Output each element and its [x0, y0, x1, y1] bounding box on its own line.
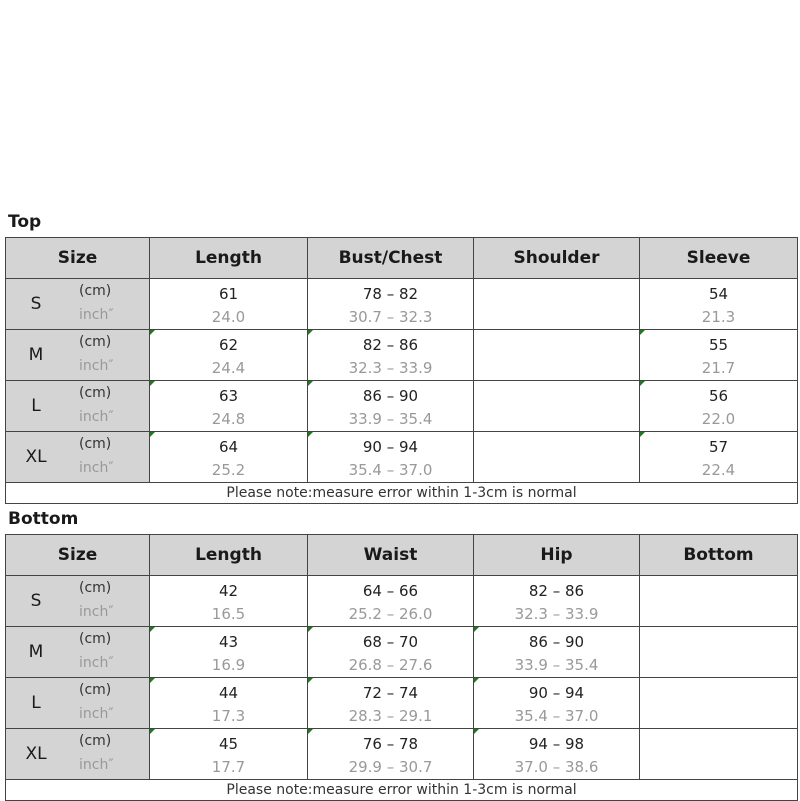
corner-mark-icon	[640, 330, 645, 335]
value-cell	[150, 381, 308, 432]
value-inch: 25.2 – 26.0	[348, 604, 433, 623]
value-cm: 45	[218, 734, 239, 753]
value-inch: 21.3	[701, 307, 736, 326]
value-cell	[474, 576, 640, 627]
value-cell	[474, 729, 640, 780]
unit-cm-label: (cm)	[79, 334, 112, 350]
corner-mark-icon	[474, 678, 479, 683]
value-inch: 29.9 – 30.7	[348, 757, 433, 776]
column-header: Bottom	[640, 535, 798, 576]
size-cell	[6, 279, 150, 330]
value-inch: 24.8	[211, 409, 246, 428]
value-cell	[308, 576, 474, 627]
value-cm: 44	[218, 683, 239, 702]
value-cell	[640, 330, 798, 381]
value-cell	[150, 678, 308, 729]
value-cell	[308, 729, 474, 780]
size-cell	[6, 627, 150, 678]
table-row	[6, 381, 798, 432]
value-cm: 57	[708, 437, 729, 456]
size-cell	[6, 678, 150, 729]
unit-cm-label: (cm)	[79, 385, 112, 401]
value-cm: 90 – 94	[362, 437, 419, 456]
corner-mark-icon	[640, 381, 645, 386]
unit-cm-label: (cm)	[79, 682, 112, 698]
table-row	[6, 576, 798, 627]
corner-mark-icon	[474, 729, 479, 734]
value-cell	[150, 729, 308, 780]
value-inch: 25.2	[211, 460, 246, 479]
column-header: Bust/Chest	[308, 238, 474, 279]
corner-mark-icon	[150, 381, 155, 386]
value-cm: 78 – 82	[362, 284, 419, 303]
value-cell	[150, 627, 308, 678]
value-cell	[308, 381, 474, 432]
size-cell	[6, 330, 150, 381]
value-cm: 94 – 98	[528, 734, 585, 753]
size-cell	[6, 729, 150, 780]
unit-cm-label: (cm)	[79, 580, 112, 596]
value-inch: 33.9 – 35.4	[348, 409, 433, 428]
value-cell	[150, 432, 308, 483]
unit-inch-label: inch″	[79, 409, 114, 425]
column-header: Size	[6, 535, 150, 576]
value-cell	[308, 279, 474, 330]
bottom-header-row	[6, 535, 798, 576]
table-row	[6, 678, 798, 729]
size-cell	[6, 381, 150, 432]
value-cell	[308, 678, 474, 729]
value-inch: 16.5	[211, 604, 246, 623]
value-inch: 33.9 – 35.4	[514, 655, 599, 674]
value-cell	[640, 729, 798, 780]
unit-inch-label: inch″	[79, 757, 114, 773]
value-cell	[474, 432, 640, 483]
value-cell	[474, 381, 640, 432]
unit-inch-label: inch″	[79, 706, 114, 722]
size-label: S	[30, 591, 42, 611]
corner-mark-icon	[308, 432, 313, 437]
size-label: XL	[25, 447, 47, 467]
value-cell	[150, 576, 308, 627]
value-inch: 32.3 – 33.9	[514, 604, 599, 623]
table-row	[6, 279, 798, 330]
value-cm: 64	[218, 437, 239, 456]
table-row	[6, 627, 798, 678]
value-inch: 26.8 – 27.6	[348, 655, 433, 674]
corner-mark-icon	[308, 678, 313, 683]
note-row	[6, 780, 798, 801]
value-cell	[150, 279, 308, 330]
corner-mark-icon	[150, 627, 155, 632]
value-cm: 42	[218, 581, 239, 600]
value-inch: 30.7 – 32.3	[348, 307, 433, 326]
value-cm: 54	[708, 284, 729, 303]
value-inch: 37.0 – 38.6	[514, 757, 599, 776]
column-header: Length	[150, 238, 308, 279]
corner-mark-icon	[308, 729, 313, 734]
size-label: XL	[25, 744, 47, 764]
size-cell	[6, 576, 150, 627]
size-label: L	[31, 396, 41, 416]
unit-inch-label: inch″	[79, 604, 114, 620]
unit-inch-label: inch″	[79, 655, 114, 671]
corner-mark-icon	[150, 432, 155, 437]
value-inch: 35.4 – 37.0	[348, 460, 433, 479]
unit-cm-label: (cm)	[79, 631, 112, 647]
value-cell	[474, 678, 640, 729]
column-header: Length	[150, 535, 308, 576]
column-header: Waist	[308, 535, 474, 576]
corner-mark-icon	[308, 330, 313, 335]
value-cell	[640, 678, 798, 729]
unit-cm-label: (cm)	[79, 283, 112, 299]
value-cell	[640, 432, 798, 483]
value-cell	[308, 330, 474, 381]
value-inch: 17.3	[211, 706, 246, 725]
bottom-section-title: Bottom	[8, 509, 79, 529]
note-row	[6, 483, 798, 504]
unit-cm-label: (cm)	[79, 436, 112, 452]
size-label: M	[28, 642, 44, 662]
value-cell	[474, 330, 640, 381]
corner-mark-icon	[308, 627, 313, 632]
size-label: M	[28, 345, 44, 365]
value-inch: 16.9	[211, 655, 246, 674]
unit-cm-label: (cm)	[79, 733, 112, 749]
top-header-row	[6, 238, 798, 279]
value-cm: 72 – 74	[362, 683, 419, 702]
corner-mark-icon	[150, 678, 155, 683]
value-cm: 62	[218, 335, 239, 354]
top-size-table	[5, 237, 798, 504]
corner-mark-icon	[308, 381, 313, 386]
column-header: Shoulder	[474, 238, 640, 279]
bottom-size-table	[5, 534, 798, 801]
value-cell	[640, 627, 798, 678]
value-inch: 17.7	[211, 757, 246, 776]
value-cell	[150, 330, 308, 381]
unit-inch-label: inch″	[79, 307, 114, 323]
size-label: L	[31, 693, 41, 713]
value-cm: 86 – 90	[362, 386, 419, 405]
value-inch: 24.4	[211, 358, 246, 377]
value-inch: 21.7	[701, 358, 736, 377]
value-cm: 68 – 70	[362, 632, 419, 651]
value-cell	[474, 627, 640, 678]
value-cm: 61	[218, 284, 239, 303]
column-header: Sleeve	[640, 238, 798, 279]
value-cell	[474, 279, 640, 330]
value-cm: 86 – 90	[528, 632, 585, 651]
top-section-title: Top	[8, 212, 42, 232]
value-cell	[308, 627, 474, 678]
corner-mark-icon	[640, 432, 645, 437]
corner-mark-icon	[474, 627, 479, 632]
value-cm: 56	[708, 386, 729, 405]
size-cell	[6, 432, 150, 483]
table-row	[6, 330, 798, 381]
value-inch: 28.3 – 29.1	[348, 706, 433, 725]
column-header: Hip	[474, 535, 640, 576]
unit-inch-label: inch″	[79, 358, 114, 374]
value-cm: 82 – 86	[362, 335, 419, 354]
value-cm: 43	[218, 632, 239, 651]
measure-note: Please note:measure error within 1-3cm is normal	[6, 483, 798, 504]
table-row	[6, 432, 798, 483]
column-header: Size	[6, 238, 150, 279]
value-cm: 63	[218, 386, 239, 405]
value-cell	[640, 576, 798, 627]
value-cm: 82 – 86	[528, 581, 585, 600]
corner-mark-icon	[150, 330, 155, 335]
value-cm: 90 – 94	[528, 683, 585, 702]
measure-note: Please note:measure error within 1-3cm is normal	[6, 780, 798, 801]
value-inch: 35.4 – 37.0	[514, 706, 599, 725]
table-row	[6, 729, 798, 780]
value-cell	[308, 432, 474, 483]
corner-mark-icon	[150, 729, 155, 734]
value-cm: 76 – 78	[362, 734, 419, 753]
value-inch: 24.0	[211, 307, 246, 326]
size-label: S	[30, 294, 42, 314]
value-cm: 64 – 66	[362, 581, 419, 600]
unit-inch-label: inch″	[79, 460, 114, 476]
value-inch: 22.4	[701, 460, 736, 479]
value-cm: 55	[708, 335, 729, 354]
value-inch: 22.0	[701, 409, 736, 428]
value-cell	[640, 381, 798, 432]
value-inch: 32.3 – 33.9	[348, 358, 433, 377]
value-cell	[640, 279, 798, 330]
